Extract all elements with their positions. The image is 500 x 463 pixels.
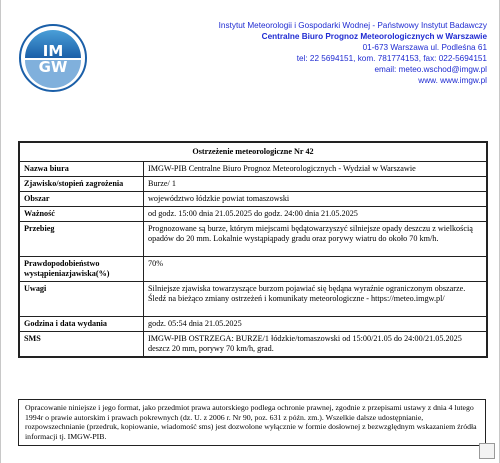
institute-header	[157, 20, 487, 86]
row-label: Prawdopodobieństwo wystąpieniazjawiska(%)	[20, 257, 144, 282]
row-label: Godzina i data wydania	[20, 317, 144, 332]
institute-name: Instytut Meteorologii i Gospodarki Wodnej - Państwowy Instytut Badawczy	[218, 21, 487, 30]
row-value: Burze/ 1	[144, 177, 487, 192]
table-row	[20, 222, 487, 257]
row-value: Silniejsze zjawiska towarzyszące burzom pojawiać się będąna wyraźnie ograniczonym obszarze. Śledź na bieżąco zmiany ostrzeżeń i komunikaty meteorologiczne - https://meteo.imgw.pl/	[144, 282, 487, 317]
row-value: IMGW-PIB Centralne Biuro Prognoz Meteorologicznych - Wydział w Warszawie	[144, 162, 487, 177]
table-row	[20, 162, 487, 177]
table-row	[20, 207, 487, 222]
table-row	[20, 282, 487, 317]
imgw-logo	[15, 18, 91, 98]
row-value: od godz. 15:00 dnia 21.05.2025 do godz. 24:00 dnia 21.05.2025	[144, 207, 487, 222]
svg-text:GW: GW	[38, 58, 68, 76]
row-value: województwo łódzkie powiat tomaszowski	[144, 192, 487, 207]
row-value: godz. 05:54 dnia 21.05.2025	[144, 317, 487, 332]
row-label: Obszar	[20, 192, 144, 207]
row-label: SMS	[20, 332, 144, 357]
copyright-notice: Opracowanie niniejsze i jego format, jako przedmiot prawa autorskiego podlega ochronie prawnej, zgodnie z przepisami ustawy z dnia 4 lutego 1994r o prawie autorskim i prawach pokrewnych (dz. U. z 2006 r. Nr 90, poz. 631 z późn. zm.). Wszelkie dalsze udostępnianie, rozpowszechnianie (przedruk, kopiowanie, wiadomość sms) jest dozwolone wyłącznie w formie dosłownej z bezwzględnym wskazaniem źródła informacji tj. IMGW-PIB.	[18, 399, 486, 446]
warning-table	[18, 141, 488, 358]
office-name: Centralne Biuro Prognoz Meteorologicznych w Warszawie	[261, 32, 487, 41]
website: www. www.imgw.pl	[418, 76, 487, 85]
row-label: Przebieg	[20, 222, 144, 257]
row-value: IMGW-PIB OSTRZEGA: BURZE/1 łódzkie/tomaszowski od 15:00/21.05 do 24:00/21.05.2025 deszcz 20 mm, porywy 70 km/h, grad.	[144, 332, 487, 357]
row-label: Nazwa biura	[20, 162, 144, 177]
svg-text:IM: IM	[42, 42, 64, 60]
email: email: meteo.wschod@imgw.pl	[374, 65, 487, 74]
row-label: Ważność	[20, 207, 144, 222]
table-row	[20, 257, 487, 282]
address: 01-673 Warszawa ul. Podleśna 61	[362, 43, 487, 52]
phone: tel: 22 5694151, kom. 781774153, fax: 022-5694151	[296, 54, 487, 63]
table-row	[20, 192, 487, 207]
warning-title: Ostrzeżenie meteorologiczne Nr 42	[20, 143, 487, 162]
row-value: 70%	[144, 257, 487, 282]
table-row	[20, 332, 487, 357]
resize-handle[interactable]	[479, 443, 495, 459]
table-row	[20, 317, 487, 332]
row-value: Prognozowane są burze, którym miejscami będątowarzyszyć silniejsze opady deszczu z wielkością opadów do 20 mm. Lokalnie wystąpiąpady gradu oraz porywy wiatru do około 70 km/h.	[144, 222, 487, 257]
row-label: Zjawisko/stopień zagrożenia	[20, 177, 144, 192]
table-row	[20, 177, 487, 192]
row-label: Uwagi	[20, 282, 144, 317]
